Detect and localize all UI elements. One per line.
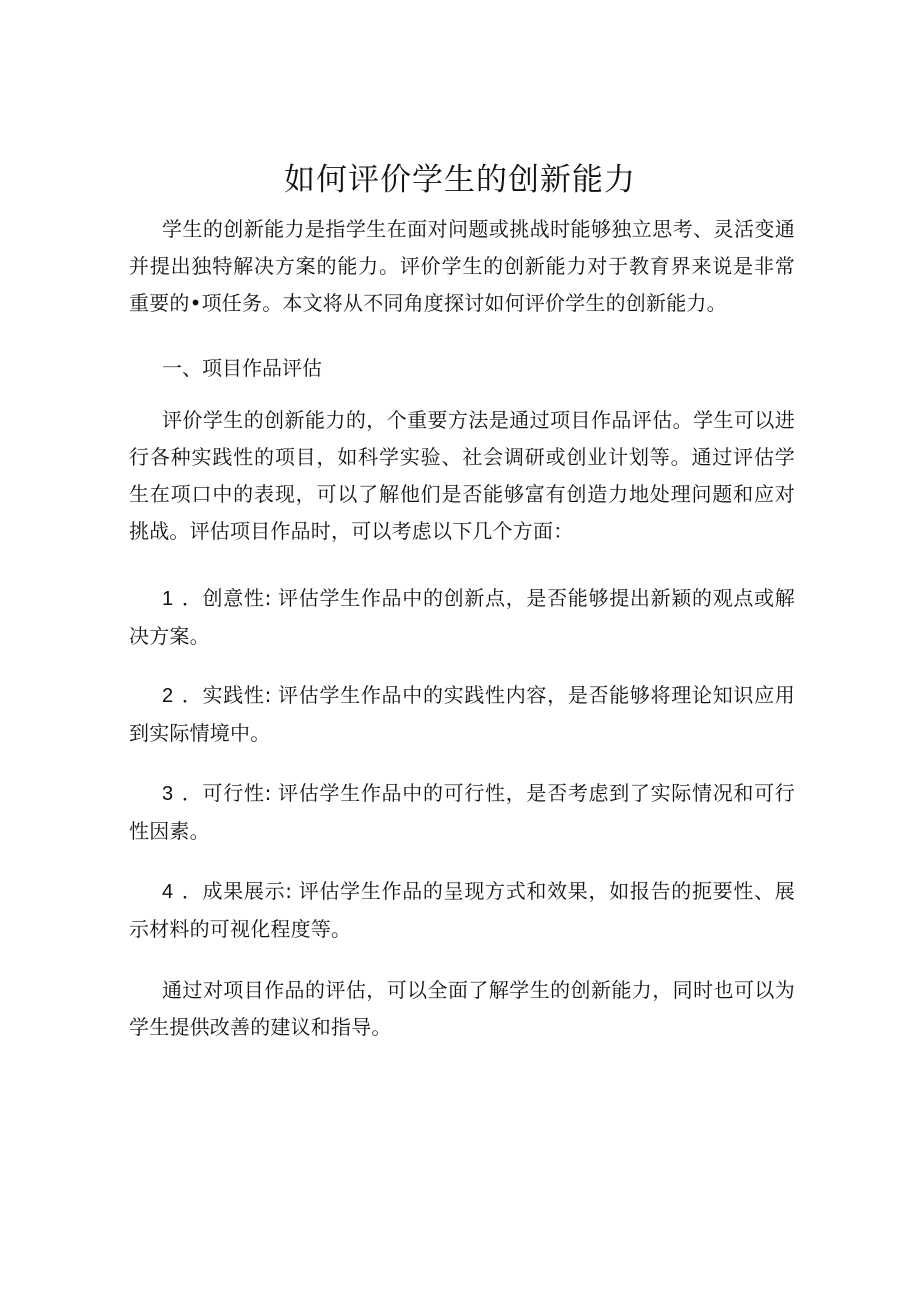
conclusion-paragraph: 通过对项目作品的评估，可以全面了解学生的创新能力，同时也可以为学生提供改善的建议和指导。 [129, 978, 795, 1039]
list-item-number: 3 [162, 783, 174, 805]
list-item [129, 775, 795, 850]
list-item-term: ．成果展示: [181, 879, 293, 903]
document-title: 如何评价学生的创新能力 [284, 162, 636, 198]
list-item-number: 1 [162, 588, 174, 610]
list-item [129, 873, 795, 948]
list-item [129, 580, 795, 655]
section-heading: 一、项目作品评估 [162, 356, 322, 380]
section-paragraph: 评价学生的创新能力的，个重要方法是通过项目作品评估。学生可以进行各种实践性的项目，如科学实验、社会调研或创业计划等。通过评估学生在项口中的表现，可以了解他们是否能够富有创造力地处理问题和应对挑战。评估项目作品时，可以考虑以下几个方面： [129, 408, 795, 543]
intro-paragraph: 学生的创新能力是指学生在面对问题或挑战时能够独立思考、灵活变通并提出独特解决方案的能力。评价学生的创新能力对于教育界来说是非常重要的•项任务。本文将从不同角度探讨如何评价学生的创新能力。 [129, 217, 795, 315]
list-item-number: 4 [162, 881, 174, 903]
list-item-text: 评估学生作品中的创新点，是否能够提出新颖的观点或解决方案。 [129, 586, 795, 648]
list-item-term: ．创意性: [181, 586, 272, 610]
list-item-text: 评估学生作品中的可行性，是否考虑到了实际情况和可行性因素。 [129, 781, 795, 843]
list-item-text: 评估学生作品的呈现方式和效果，如报告的扼要性、展示材料的可视化程度等。 [129, 879, 795, 941]
list-item-text: 评估学生作品中的实践性内容，是否能够将理论知识应用到实际情境中。 [129, 683, 795, 745]
list-item-term: ．实践性: [181, 683, 272, 707]
list-item-term: ．可行性: [181, 781, 272, 805]
list-item [129, 677, 795, 752]
list-item-number: 2 [162, 685, 174, 707]
